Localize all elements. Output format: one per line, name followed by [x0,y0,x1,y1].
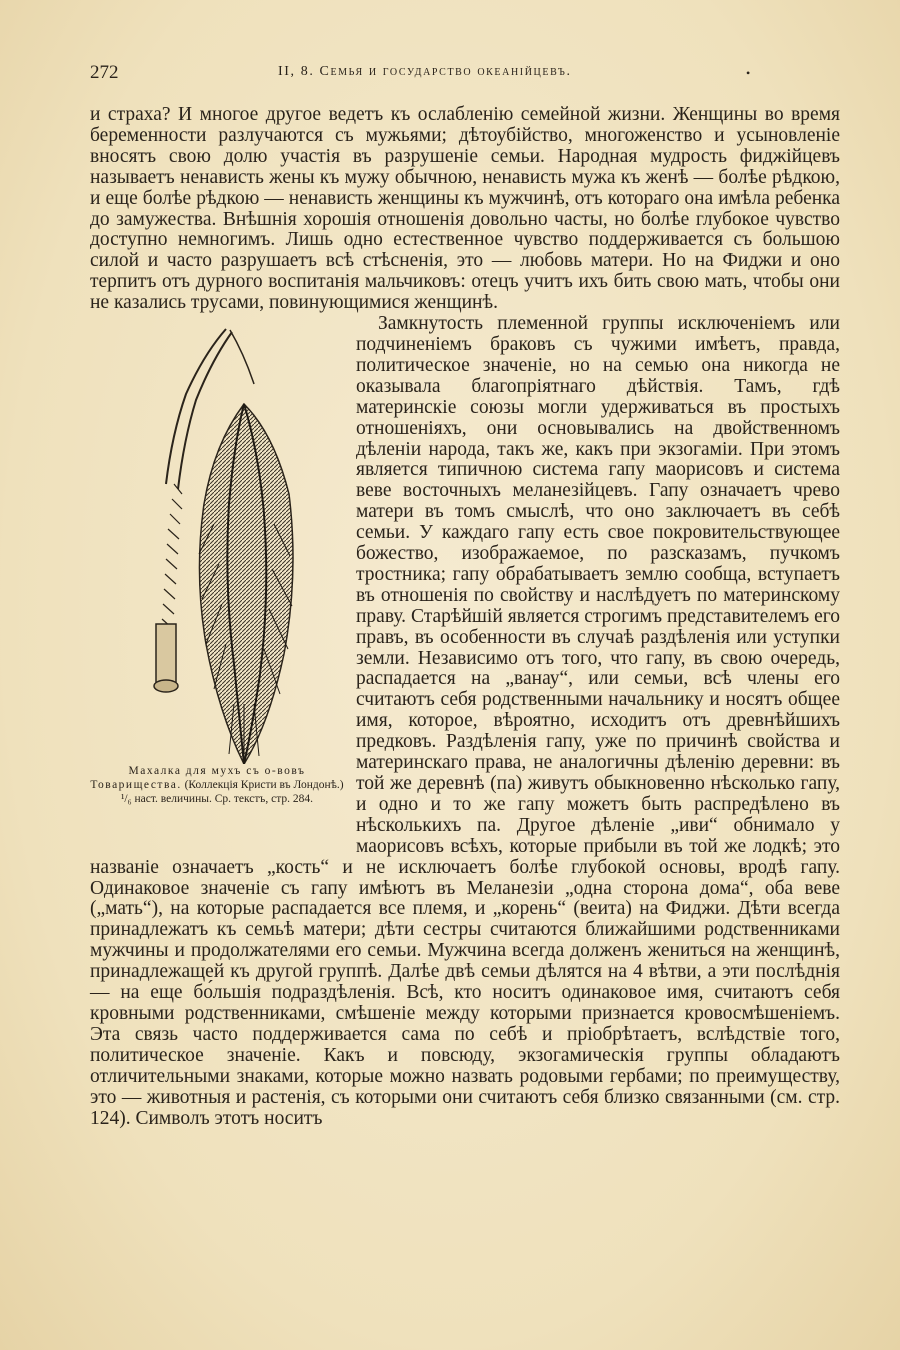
figure [90,314,344,837]
body-text [90,105,840,1129]
header-mark: • [746,66,751,80]
running-title: II, 8. Семья и государство океанійцевъ. [278,64,572,79]
caption-title: Махалка для мухъ съ о-вовъ Товарищества. [90,765,306,792]
caption-details: (Коллекція Кристи въ Лондонѣ.) ¹/₆ наст. величины. Ср. текстъ, стр. 284. [120,779,344,806]
page-header [90,62,840,86]
figure-caption [90,764,344,806]
page-number: 272 [90,62,119,83]
fly-whisk-illustration [94,324,340,764]
paragraph-2: Замкнутость племенной группы исключеніемъ или подчиненіемъ браковъ съ чужими имѣетъ, правда, политическое значеніе, но на семью она никогда не оказывала благопріятнаго дѣйствія. Тамъ, гдѣ материнскіе союзы могли удерживаться въ простыхъ отношеніяхъ, они основывались на двойственномъ дѣленіи народа, такъ же, какъ при экзогаміи. При этомъ является типичною система гапу маорисовъ и система веве восточныхъ меланезійцевъ. Гапу означаетъ чрево матери въ томъ смыслѣ, что оно заключаетъ въ себѣ семьи. У каждаго гапу есть свое покровительствующее божество, изображаемое, по разсказамъ, пучкомъ тростника; гапу обрабатываетъ землю сообща, вступаетъ въ отношенія по свойству и наслѣдуетъ по материнскому праву. Старѣйшій является строгимъ представителемъ его правъ, въ особенности въ случаѣ раздѣленія или уступки земли. Независимо отъ того, что гапу, въ свою очередь, распадается на „ванау“, или семьи, всѣ члены его считаютъ себя родственными начальнику и носятъ общее имя, которое, вѣроятно, исходитъ отъ древнѣйшихъ предковъ. Раздѣленія гапу, уже по причинѣ свойства и материнскаго права, не аналогичны дѣленію деревни: въ той же деревнѣ (па) живутъ обыкновенно нѣсколько гапу, и одно и то же гапу можетъ быть распредѣлено въ нѣсколькихъ па. Другое дѣленіе „иви“ обнимало у маорисовъ всѣхъ, которые прибыли въ той же лодкѣ; это названіе означаетъ „кость“ и не исключаетъ болѣе глубокой основы, вродѣ гапу. Одинаковое значеніе съ гапу имѣютъ въ Меланезіи „одна сторона дома“, оба веве („мать“), на которые распадается все племя, и „корень“ (веита) на Фиджи. Дѣти всегда принадлежатъ къ семьѣ матери; дѣти сестры считаются ближайшими родственниками мужчины и продолжателями его семьи. Мужчина всегда долженъ жениться на женщинѣ, принадлежащей къ другой группѣ. Далѣе двѣ семьи дѣлятся на 4 вѣтви, а эти послѣднія — на еще бо́льшія подраздѣленія. Всѣ, кто носитъ одинаковое имя, считаютъ себя кровными родственниками, смѣшеніе между которыми признается кровосмѣшеніемъ. Эта связь часто поддерживается сама по себѣ и пріобрѣтаетъ, вслѣдствіе того, политическое значеніе. Какъ и повсюду, экзогамическія группы обладаютъ отличительными знаками, которые можно назвать родовыми гербами; по преимуществу, это — животныя и растенія, съ которыми они считаютъ себя близко связанными (см. стр. 124). Символъ этотъ носитъ [90,313,840,1129]
paragraph-1: и страха? И многое другое ведетъ къ ослабленію семейной жизни. Женщины во время беременности разлучаются съ мужьями; дѣтоубійство, многоженство и усыновленіе вносятъ свою долю участія въ разрушеніе семьи. Народная мудрость фиджійцевъ называетъ ненависть жены къ мужу обычною, ненависть мужа къ женѣ — болѣе рѣдкою, и еще болѣе рѣдкою — ненависть женщины къ мужчинѣ, отъ котораго она имѣла ребенка до замужества. Внѣшнія хорошія отношенія довольно часты, но болѣе глубокое чувство доступно немногимъ. Лишь одно естественное чувство поддерживается съ большою силой и часто разрушаетъ всѣ стѣсненія, это — любовь матери. Но на Фиджи и оно терпитъ отъ дурного воспитанія мальчиковъ: отецъ учитъ ихъ бить свою мать, чтобы они не казались трусами, повинующимися женщинѣ. [90,104,840,314]
